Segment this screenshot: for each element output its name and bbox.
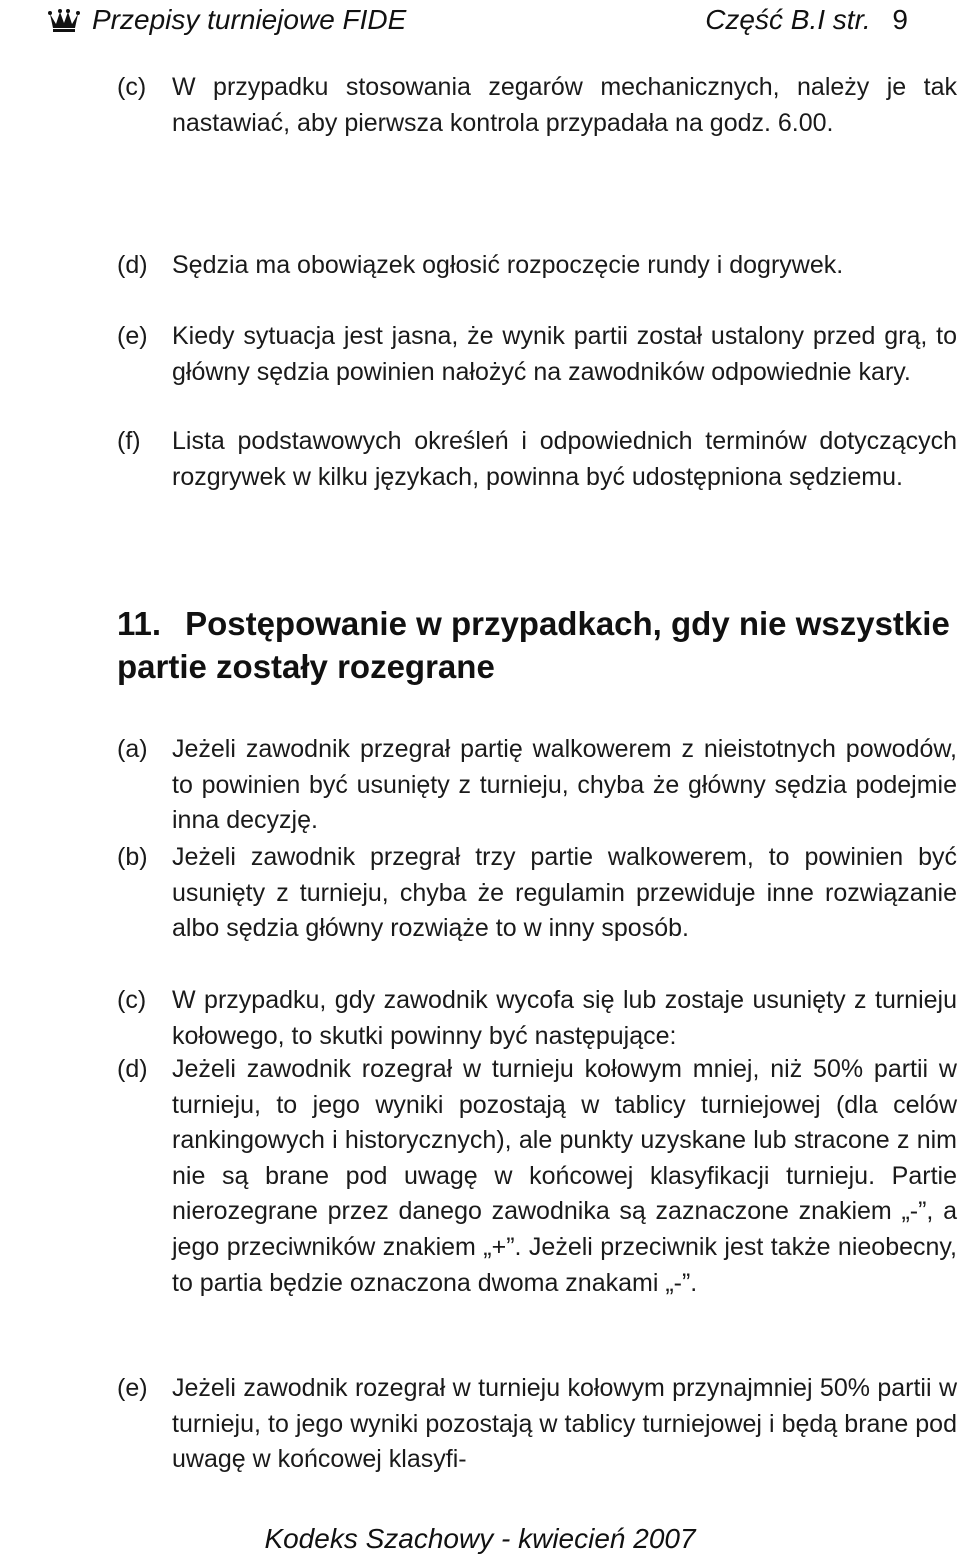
list-item: [117, 424, 957, 495]
header-section-info: [705, 4, 908, 36]
list-item: [117, 732, 957, 839]
list-item-text: Jeżeli zawodnik rozegrał w turnieju kołowym przynajmniej 50% partii w turnieju, to jego wyniki pozostają w tablicy turniejowej i będą brane pod uwagę w końcowej klasyfi-: [172, 1374, 957, 1474]
crown-icon: [48, 8, 80, 34]
header-section: Część B.I: [705, 4, 826, 35]
list-item: [117, 319, 957, 390]
page-header: [48, 4, 908, 36]
list-item-text: W przypadku, gdy zawodnik wycofa się lub zostaje usunięty z turnieju kołowego, to skutki powinny być następujące:: [172, 986, 957, 1050]
list-item-text: Kiedy sytuacja jest jasna, że wynik partii został ustalony przed grą, to główny sędzia powinien nałożyć na zawodników odpowiednie kary.: [172, 322, 957, 386]
page-footer: Kodeks Szachowy - kwiecień 2007: [264, 1523, 696, 1554]
list-item: [117, 1052, 957, 1301]
list-item: [117, 840, 957, 947]
list-item-label: (b): [117, 843, 148, 871]
section-heading: [117, 602, 959, 688]
list-item-text: Lista podstawowych określeń i odpowiednich terminów dotyczących rozgrywek w kilku językach, powinna być udostępniona sędziemu.: [172, 427, 957, 491]
list-item-text: Jeżeli zawodnik przegrał partię walkowerem z nieistotnych powodów, to powinien być usunięty z turnieju, chyba że główny sędzia podejmie inna decyzję.: [172, 735, 957, 835]
header-title: Przepisy turniejowe FIDE: [92, 4, 407, 35]
list-item: [117, 70, 957, 141]
list-item: [117, 1371, 957, 1478]
list-item-label: (c): [117, 986, 147, 1014]
list-item-text: Jeżeli zawodnik rozegrał w turnieju kołowym mniej, niż 50% partii w turnieju, to jego wyniki pozostają w tablicy turniejowej (dla celów rankingowych i historycznych), ale punkty uzyskane lub stracone z nim nie są brane pod uwagę w końcowej klasyfikacji turnieju. Partie nierozegrane przez danego zawodnika są zaznaczone znakiem „-”, a jego przeciwników znakiem „+”. Jeżeli przeciwnik jest także nieobecny, to partia będzie oznaczona dwoma znakami „-”.: [172, 1055, 957, 1297]
section-title-text: Postępowanie w przypadkach, gdy nie wszystkie partie zostały rozegrane: [117, 605, 950, 685]
list-item-text: Sędzia ma obowiązek ogłosić rozpoczęcie rundy i dogrywek.: [172, 251, 844, 279]
list-item-label: (f): [117, 427, 141, 455]
list-item-label: (e): [117, 1374, 148, 1402]
list-item-label: (d): [117, 1055, 148, 1083]
list-item-text: Jeżeli zawodnik przegrał trzy partie walkowerem, to powinien być usunięty z turnieju, chyba że regulamin przewiduje inne rozwiązanie albo sędzia główny rozwiąże to w inny sposób.: [172, 843, 957, 943]
list-item-label: (d): [117, 251, 148, 279]
section-title: [117, 602, 959, 688]
list-item: [117, 983, 957, 1054]
list-item-label: (c): [117, 73, 147, 101]
page-number: 9: [892, 4, 908, 35]
section-number: 11.: [117, 605, 162, 642]
list-item-label: (e): [117, 322, 148, 350]
list-item: [117, 248, 957, 284]
header-page-label: str.: [832, 4, 871, 35]
list-item-text: W przypadku stosowania zegarów mechanicznych, należy je tak nastawiać, aby pierwsza kontrola przypadała na godz. 6.00.: [172, 73, 957, 137]
list-item-label: (a): [117, 735, 148, 763]
